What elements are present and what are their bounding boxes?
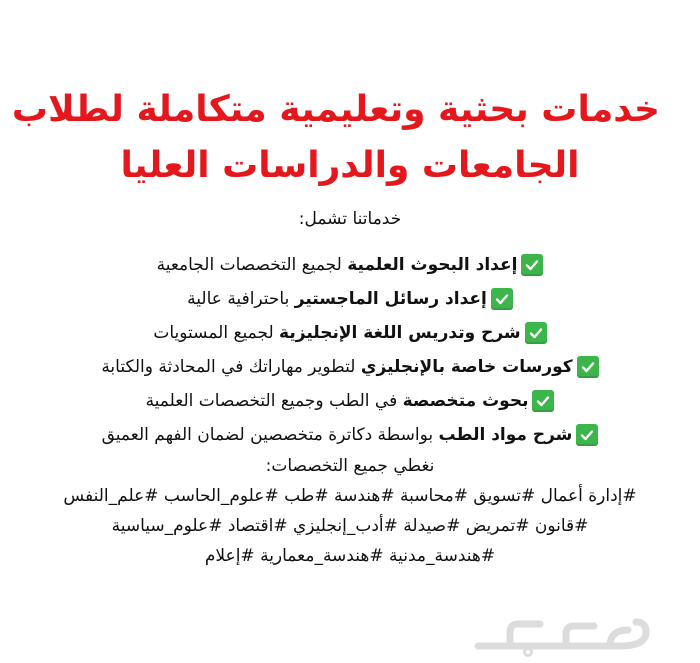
service-rest: في الطب وجميع التخصصات العلمية	[145, 391, 403, 411]
service-rest: لجميع المستويات	[153, 323, 280, 343]
service-rest: بواسطة دكاترة متخصصين لضمان الفهم العميق	[101, 425, 439, 445]
hashtag-line: #قانون #تمريض #صيدلة #أدب_إنجليزي #اقتصاد #علوم_سياسية	[111, 516, 589, 536]
service-text	[157, 255, 518, 275]
service-bold: بحوث متخصصة	[402, 391, 529, 411]
service-bold: شرح مواد الطب	[438, 425, 573, 445]
service-item	[0, 384, 700, 418]
title-line-1: خدمات بحثية وتعليمية متكاملة لطلاب	[11, 89, 660, 130]
check-icon	[532, 390, 554, 412]
hashtag-line: #هندسة_مدنية #هندسة_معمارية #إعلام	[204, 546, 496, 566]
service-item	[0, 350, 700, 384]
check-icon	[521, 254, 543, 276]
page-title	[11, 82, 660, 194]
service-text	[101, 357, 572, 377]
check-icon	[525, 322, 547, 344]
service-bold: شرح وتدريس اللغة الإنجليزية	[279, 323, 521, 343]
service-item	[0, 316, 700, 350]
service-text	[153, 323, 520, 343]
specializations-hashtags	[0, 481, 700, 571]
service-item	[0, 282, 700, 316]
service-text	[187, 289, 487, 309]
specializations-heading: نغطي جميع التخصصات:	[265, 456, 435, 476]
service-item	[0, 418, 700, 452]
service-bold: كورسات خاصة بالإنجليزي	[360, 357, 573, 377]
haraj-logo-watermark	[470, 612, 670, 658]
check-icon	[491, 288, 513, 310]
service-rest: لتطوير مهاراتك في المحادثة والكتابة	[101, 357, 361, 377]
services-intro: خدماتنا تشمل:	[298, 209, 402, 229]
check-icon	[577, 356, 599, 378]
service-bold: إعداد البحوث العلمية	[347, 255, 518, 275]
check-icon	[576, 424, 598, 446]
service-rest: لجميع التخصصات الجامعية	[156, 255, 348, 275]
services-list	[0, 248, 700, 452]
hashtag-line: #إدارة أعمال #تسويق #محاسبة #هندسة #طب #علوم_الحاسب #علم_النفس	[63, 486, 637, 506]
title-line-2: الجامعات والدراسات العليا	[120, 145, 580, 186]
service-text	[102, 425, 573, 445]
service-bold: إعداد رسائل الماجستير	[294, 289, 487, 309]
service-text	[146, 391, 529, 411]
service-rest: باحترافية عالية	[187, 289, 295, 309]
service-item	[0, 248, 700, 282]
